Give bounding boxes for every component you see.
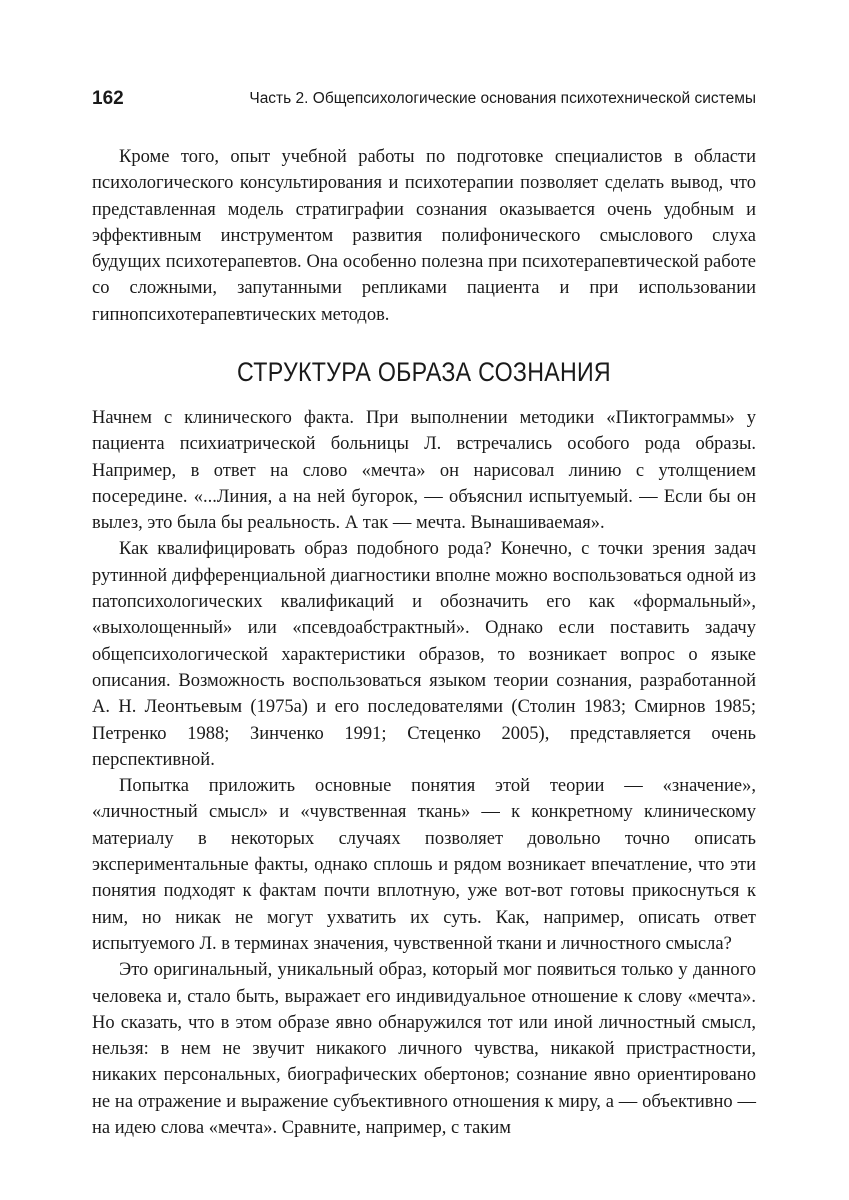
intro-block <box>92 144 756 328</box>
section-paragraph-4: Это оригинальный, уникальный образ, который мог появиться только у данного человека и, стало быть, выражает его индивидуальное отношение к слову «мечта». Но сказать, что в этом образе явно обнаружился тот или иной личностный смысл, нельзя: в нем не звучит никакого личного чувства, никакой пристрастности, никаких персональных, биографических обертонов; сознание явно ориентировано не на отражение и выражение субъективного отношения к миру, а — объективно — на идею слова «мечта». Сравните, например, с таким <box>92 960 756 1139</box>
page-header <box>92 86 756 112</box>
intro-paragraph: Кроме того, опыт учебной работы по подготовке специалистов в области психологического консультирования и психотерапии позволяет сделать вывод, что представленная модель стратиграфии сознания оказывается очень удобным и эффективным инструментом развития полифонического смыслового слуха будущих психотерапевтов. Она особенно полезна при психотерапевтической работе со сложными, запутанными репликами пациента и при использовании гипнопсихотерапевтических методов. <box>92 147 756 325</box>
page-number: 162 <box>92 88 124 109</box>
section-paragraph-2: Как квалифицировать образ подобного рода? Конечно, с точки зрения задач рутинной дифференциальной диагностики вполне можно воспользоваться одной из патопсихологических квалификаций и обозначить его как «формальный», «выхолощенный» или «псевдоабстрактный». Однако если поставить задачу общепсихологической характеристики образов, то возникает вопрос о языке описания. Возможность воспользоваться языком теории сознания, разработанной А. Н. Леонтьевым (1975а) и его последователями (Столин 1983; Смирнов 1985; Петренко 1988; Зинченко 1991; Стеценко 2005), представляется очень перспективной. <box>92 539 756 770</box>
section-paragraph-3: Попытка приложить основные понятия этой теории — «значение», «личностный смысл» и «чувственная ткань» — к конкретному клиническому материалу в некоторых случаях позволяет довольно точно описать экспериментальные факты, однако сплошь и рядом возникает впечатление, что эти понятия подходят к фактам почти вплотную, уже вот-вот готовы прикоснуться к ним, но никак не могут ухватить их суть. Как, например, описать ответ испытуемого Л. в терминах значения, чувственной ткани и личностного смысла? <box>92 776 756 954</box>
section-paragraph-1: Начнем с клинического факта. При выполнении методики «Пиктограммы» у пациента психиатрической больницы Л. встречались особого рода образы. Например, в ответ на слово «мечта» он нарисовал линию с утолщением посередине. «...Линия, а на ней бугорок, — объяснил испытуемый. — Если бы он вылез, это была бы реальность. А так — мечта. Вынашиваемая». <box>92 408 756 534</box>
section-body <box>92 405 756 1141</box>
section-title: СТРУКТУРА ОБРАЗА СОЗНАНИЯ <box>237 357 611 387</box>
running-head: Часть 2. Общепсихологические основания психотехнической системы <box>249 90 756 107</box>
